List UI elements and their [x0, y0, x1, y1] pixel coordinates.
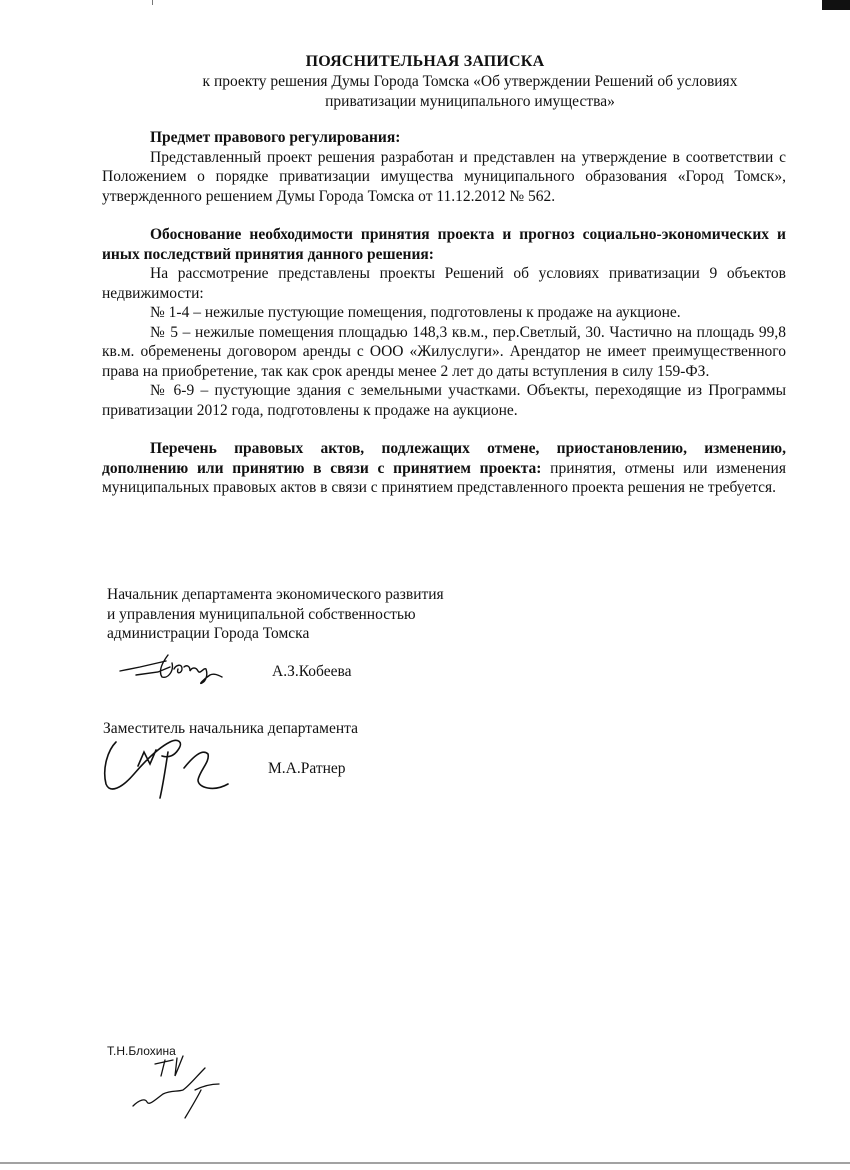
- deputy-signatory-title: Заместитель начальника департамента: [103, 720, 358, 737]
- document-subtitle-line2: приватизации муниципального имущества»: [325, 93, 615, 110]
- executor-name: Т.Н.Блохина: [107, 1044, 176, 1058]
- scan-bottom-edge: [0, 1162, 850, 1164]
- head-signatory-name: А.З.Кобеева: [272, 663, 352, 680]
- document-header: [0, 52, 850, 112]
- head-signatory-title: [107, 585, 444, 644]
- section1-heading: Предмет правового регулирования:: [150, 129, 401, 146]
- section2-item-1: № 1-4 – нежилые пустующие помещения, подготовлены к продаже на аукционе.: [150, 304, 681, 321]
- head-title-line1: Начальник департамента экономического развития: [107, 586, 444, 603]
- section3-text: принятия, отмены или изменения муниципальных правовых актов в связи с принятием представленного проекта решения не требуется.: [102, 459, 786, 496]
- section2-item-5: № 5 – нежилые помещения площадью 148,3 кв.м., пер.Светлый, 30. Частично на площадь 99,8 кв.м. обременены договором аренды с ООО «Жилуслуги». Арендатор не имеет преимущественного права на приобретение, так как срок аренды менее 2 лет до даты вступления в силу 159-ФЗ.: [102, 323, 786, 380]
- section1-text: Представленный проект решения разработан и представлен на утверждение в соответствии с Положением о порядке приватизации имущества муниципального образования «Город Томск», утвержденного решением Думы Города Томска от 11.12.2012 № 562.: [102, 148, 786, 205]
- document-subtitle-line1: к проекту решения Думы Города Томска «Об утверждении Решений об условиях: [202, 73, 738, 90]
- scan-edge-mark: [822, 0, 850, 10]
- signature-kobeeva-icon: [118, 645, 228, 687]
- head-title-line2: и управления муниципальной собственностью: [107, 605, 416, 623]
- signature-blokhina-icon: [125, 1050, 235, 1122]
- deputy-signatory-name: М.А.Ратнер: [268, 760, 346, 777]
- scan-artifact: [152, 0, 153, 5]
- section3-heading: Перечень правовых актов, подлежащих отмене, приостановлению, изменению, дополнению или принятию в связи с принятием проекта:: [102, 440, 786, 477]
- document-body: [102, 128, 786, 498]
- document-title: ПОЯСНИТЕЛЬНАЯ ЗАПИСКА: [305, 53, 545, 70]
- signature-ratner-icon: [98, 728, 238, 804]
- section3-paragraph: [102, 439, 786, 498]
- section2-intro: На рассмотрение представлены проекты Решений об условиях приватизации 9 объектов недвижимости:: [102, 265, 786, 302]
- section2-heading: Обоснование необходимости принятия проекта и прогноз социально-экономических и иных последствий принятия данного решения:: [102, 226, 786, 263]
- section2-item-6-9: № 6-9 – пустующие здания с земельными участками. Объекты, переходящие из Программы приватизации 2012 года, подготовлены к продаже на аукционе.: [102, 382, 786, 419]
- head-title-line3: администрации Города Томска: [107, 625, 310, 642]
